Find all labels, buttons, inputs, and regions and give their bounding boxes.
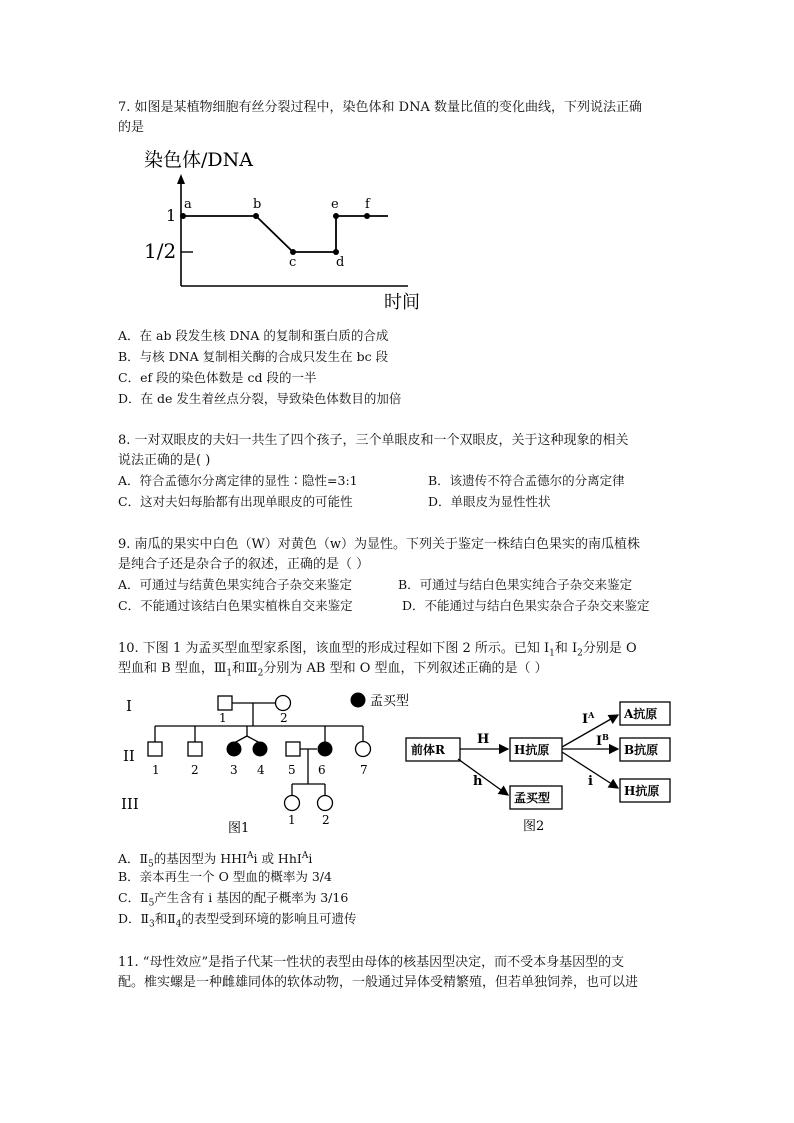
bombay-label: 孟买型 — [514, 791, 551, 805]
q7-ytick-half: 1/2 — [144, 239, 177, 263]
II7-label: 7 — [360, 763, 368, 777]
II7-female — [356, 742, 371, 757]
q7-label-c: c — [289, 255, 297, 270]
gene-h-label: h — [473, 774, 483, 789]
h-antigen-label-2: H抗原 — [624, 784, 660, 798]
q10-sub: 2 — [257, 668, 264, 679]
opt-sub: 3 — [149, 919, 155, 930]
II2-male — [188, 742, 202, 756]
q8-option-b: B．该遗传不符合孟德尔的分离定律 — [428, 473, 625, 488]
q10-stem-text: 和Ⅲ — [232, 661, 258, 676]
III2-label: 2 — [322, 813, 330, 827]
q11-stem-line1: 11. “母性效应”是指子代某一性状的表型由母体的核基因型决定，而不受本身基因型的支 — [118, 955, 625, 970]
opt-text: 的表型受到环境的影响且可遗传 — [181, 911, 357, 926]
q11-stem-line2: 配。椎实螺是一种雌雄同体的软体动物，一般通过异体受精繁殖，但若单独饲养，也可以进 — [118, 975, 639, 990]
q8-stem-line2: 说法正确的是( ) — [118, 453, 211, 468]
q10-stem-text: 和 I — [554, 641, 578, 656]
q10-stem-text: 分别是 O — [582, 641, 637, 656]
II6-bombay-female — [318, 742, 333, 757]
fig1-caption: 图1 — [228, 821, 250, 836]
q10-stem-text: 型血和 B 型血，Ⅲ — [118, 661, 227, 676]
opt-sub: 4 — [175, 919, 182, 930]
q7-ytick-1: 1 — [166, 206, 177, 225]
II5-male — [286, 742, 300, 756]
q7-curve — [181, 216, 388, 252]
q10-sub: 2 — [577, 648, 583, 659]
q7-label-e: e — [331, 197, 339, 212]
II3-bombay-female — [227, 742, 242, 757]
III2-female — [318, 796, 333, 811]
opt-text: A．Ⅱ — [118, 851, 149, 867]
q7-option-b: B．与核 DNA 复制相关酶的合成只发生在 bc 段 — [118, 349, 389, 364]
gene-IA-label — [582, 710, 595, 727]
q10-option-d — [118, 910, 357, 934]
q7-stem-line2: 的是 — [118, 120, 145, 135]
q9-option-a: A．可通过与结黄色果实纯合子杂交来鉴定 — [118, 577, 353, 592]
III1-female — [285, 796, 300, 811]
q7-chart — [138, 140, 438, 315]
q8-option-d: D．单眼皮为显性性状 — [428, 494, 551, 509]
precursor-label: 前体R — [411, 743, 445, 757]
q10-option-b: B．亲本再生一个 O 型血的概率为 3/4 — [118, 869, 332, 884]
q7-label-a: a — [184, 197, 192, 212]
gene-IA-sup: A — [588, 710, 595, 720]
q10-option-c — [118, 889, 348, 913]
opt-sup: A — [246, 851, 254, 861]
fig2-caption: 图2 — [523, 819, 545, 834]
opt-sup: A — [301, 851, 309, 861]
II2-label: 2 — [191, 763, 199, 777]
gene-IB-base: I — [596, 734, 603, 749]
q8-option-c: C．这对夫妇每胎都有出现单眼皮的可能性 — [118, 494, 353, 509]
q7-stem-line1: 7. 如图是某植物细胞有丝分裂过程中，染色体和 DNA 数量比值的变化曲线，下列说法正确 — [118, 100, 642, 115]
gene-H-label: H — [477, 732, 490, 747]
b-antigen-label: B抗原 — [624, 743, 659, 757]
q8-option-a: A．符合孟德尔分离定律的显性∶隐性=3:1 — [118, 473, 358, 488]
q7-label-d: d — [336, 255, 345, 270]
q7-option-a: A．在 ab 段发生核 DNA 的复制和蛋白质的合成 — [118, 328, 389, 343]
q7-chart-ylabel: 染色体/DNA — [144, 149, 253, 171]
opt-text: 和Ⅱ — [154, 911, 176, 926]
II1-male — [148, 742, 162, 756]
opt-sub: 5 — [148, 898, 155, 909]
h-antigen-label: H抗原 — [514, 743, 550, 757]
q9-stem-line2: 是纯合子还是杂合子的叙述，正确的是（ ） — [118, 557, 370, 572]
opt-text: 的基因型为 HHI — [153, 851, 247, 867]
q7-label-f: f — [365, 197, 370, 212]
I1-label: 1 — [219, 711, 227, 725]
q7-option-d: D．在 de 发生着丝点分裂，导致染色体数目的加倍 — [118, 391, 402, 406]
q10-sub: 1 — [549, 648, 555, 659]
II5-label: 5 — [288, 763, 296, 777]
opt-text: D．Ⅱ — [118, 911, 150, 926]
q7-option-c: C．ef 段的染色体数是 cd 段的一半 — [118, 370, 317, 385]
bombay-legend-label: 孟买型 — [370, 694, 410, 709]
q7-point-f — [364, 213, 370, 219]
q10-pathway-figure — [400, 695, 682, 835]
q10-stem-line2 — [118, 659, 548, 684]
q8-stem-line1: 8. 一对双眼皮的夫妇一共生了四个孩子，三个单眼皮和一个双眼皮，关于这种现象的相关 — [118, 433, 629, 448]
q7-point-b — [253, 213, 259, 219]
opt-text: C．Ⅱ — [118, 890, 149, 905]
q9-stem-line1: 9. 南瓜的果实中白色（W）对黄色（w）为显性。下列关于鉴定一株结白色果实的南瓜植株 — [118, 537, 641, 552]
II4-label: 4 — [257, 763, 265, 777]
gen-label-III: III — [121, 795, 139, 813]
gen-label-II: II — [123, 747, 135, 765]
opt-text: 产生含有 i 基因的配子概率为 3/16 — [154, 890, 349, 905]
opt-text: i — [308, 851, 313, 867]
gene-i-label: i — [588, 774, 593, 789]
II6-label: 6 — [318, 763, 326, 777]
q9-option-b: B．可通过与结白色果实纯合子杂交来鉴定 — [398, 577, 633, 592]
q7-point-e — [333, 213, 339, 219]
gene-IB-sup: B — [602, 732, 609, 742]
q7-label-b: b — [253, 197, 262, 212]
q7-chart-xlabel: 时间 — [384, 292, 420, 313]
q9-option-d: D．不能通过与结白色果实杂合子杂交来鉴定 — [402, 598, 650, 613]
opt-sub: 5 — [148, 859, 154, 870]
bombay-legend-symbol — [351, 693, 366, 708]
q10-sub: 1 — [226, 668, 233, 679]
a-antigen-label: A抗原 — [624, 707, 658, 721]
q7-y-arrow — [177, 174, 185, 184]
opt-text: i 或 HhI — [253, 851, 302, 867]
II3-label: 3 — [230, 763, 238, 777]
I2-female — [276, 696, 291, 711]
III1-label: 1 — [288, 813, 296, 827]
q10-stem-text: 10. 下图 1 为孟买型血型家系图，该血型的形成过程如下图 2 所示。已知 I — [118, 641, 550, 656]
I1-male — [218, 696, 232, 710]
gene-IB-label — [596, 732, 609, 749]
I2-label: 2 — [280, 711, 288, 725]
gene-IA-base: I — [582, 712, 589, 727]
arrow-h — [458, 759, 508, 795]
q7-point-a — [180, 213, 186, 219]
q10-stem-text: 分别为 AB 型和 O 型血，下列叙述正确的是（ ） — [263, 661, 548, 676]
gen-label-I: I — [126, 697, 132, 715]
q9-option-c: C．不能通过该结白色果实植株自交来鉴定 — [118, 598, 353, 613]
II1-label: 1 — [152, 763, 160, 777]
II4-bombay-female — [253, 742, 268, 757]
